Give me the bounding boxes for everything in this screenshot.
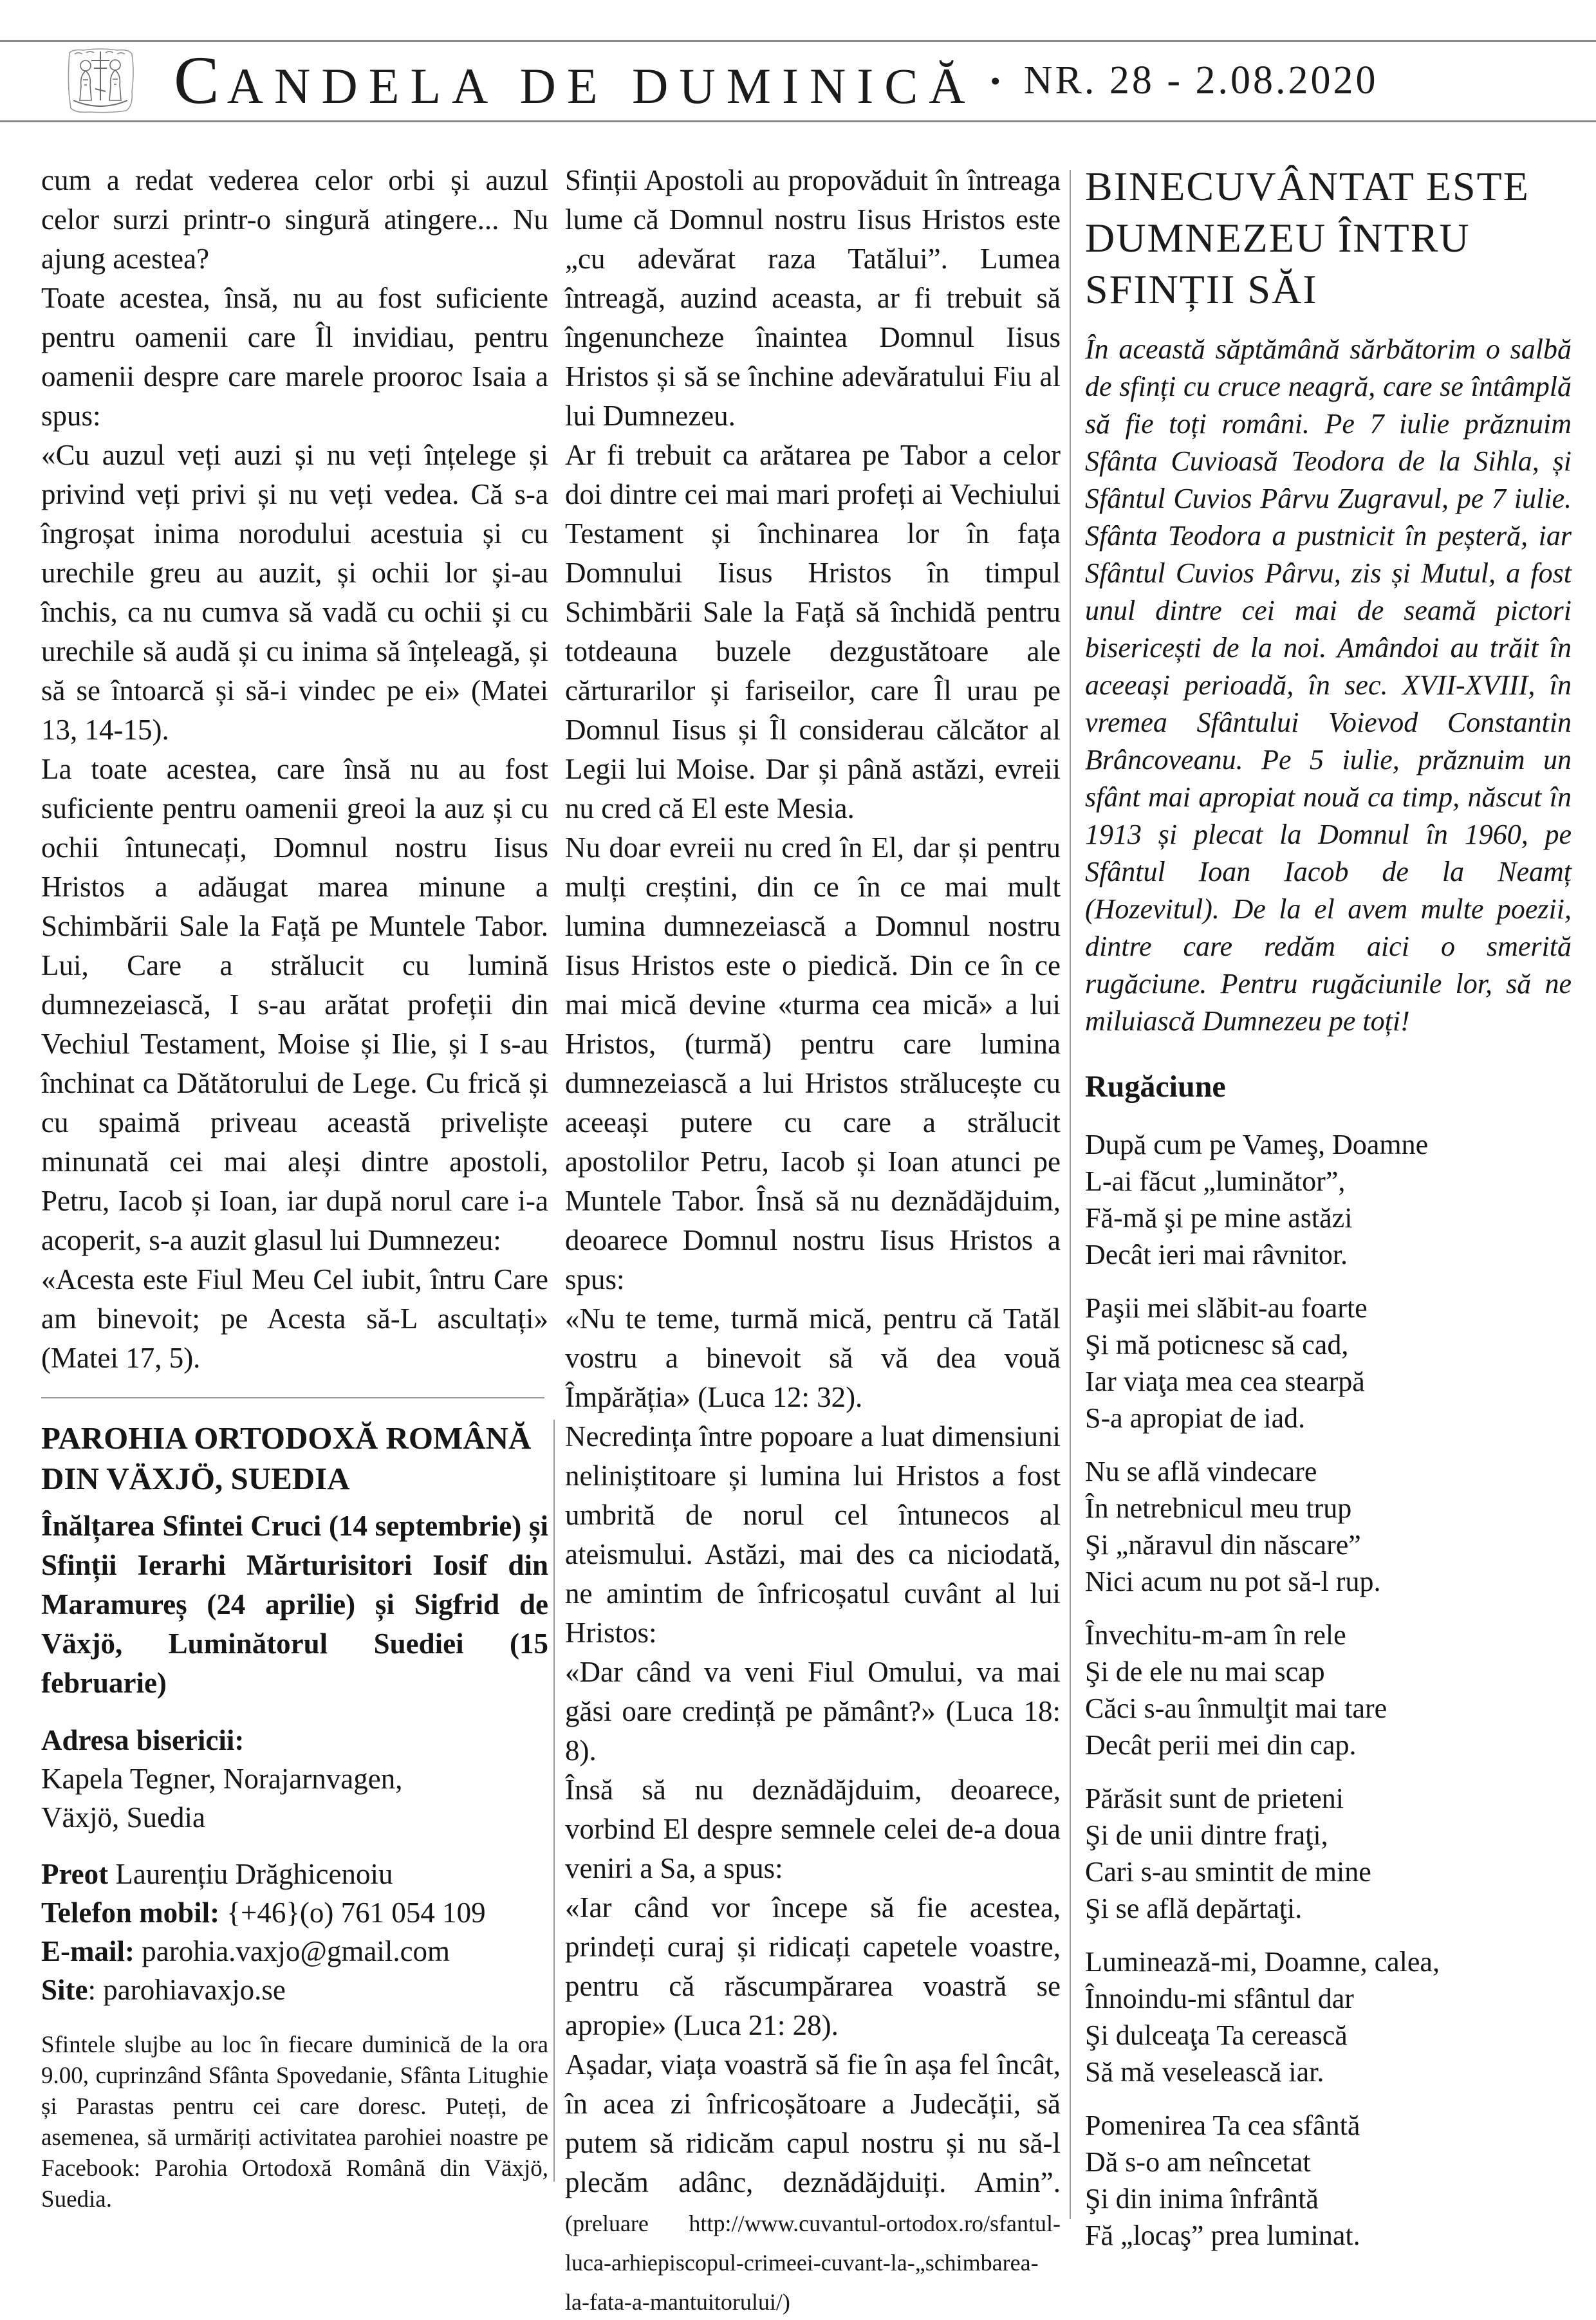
column-2 xyxy=(565,161,1061,2320)
priest-line xyxy=(41,1855,548,1893)
phone-label: Telefon mobil: xyxy=(41,1897,220,1929)
poem-line: S-a apropiat de iad. xyxy=(1085,1402,1306,1434)
article-paragraph: «Nu te teme, turmă mică, pentru că Tatăl vostru a binevoit să vă dea vouă Împărăția» (Luca 12: 32). xyxy=(565,1303,1061,1413)
poem-line: Dă s-o am neîncetat xyxy=(1085,2146,1311,2178)
article-paragraph-text: Așadar, viața voastră să fie în așa fel încât, în acea zi înfricoșătoare a Judecății, să putem să ridicăm capul nostru și nu să-l plecăm adânc, deznădăjduiți. Amin”. xyxy=(565,2048,1061,2198)
poem-line: Luminează-mi, Doamne, calea, xyxy=(1085,1946,1440,1978)
poem-stanza xyxy=(1085,1290,1572,1436)
email-label: E-mail: xyxy=(41,1935,135,1967)
article-heading-line: DUMNEZEU ÎNTRU xyxy=(1085,215,1471,261)
address-line: Kapela Tegner, Norajarnvagen, xyxy=(41,1763,403,1795)
poem-stanza xyxy=(1085,1617,1572,1763)
poem-line: Cari s-au smintit de mine xyxy=(1085,1856,1371,1888)
masthead-title-initial: C xyxy=(174,42,227,118)
poem-line: Şi de unii dintre fraţi, xyxy=(1085,1819,1328,1851)
section-divider-rule xyxy=(41,1397,544,1398)
poem-line: Şi de ele nu mai scap xyxy=(1085,1656,1325,1687)
poem-stanza xyxy=(1085,1453,1572,1600)
article-paragraph: «Iar când vor începe să fie acestea, prindeți curaj și ridicați capetele voastre, pentru că răscumpărarea voastră se apropie» (Luca 21: 28). xyxy=(565,1891,1061,2041)
article-heading xyxy=(1085,161,1572,315)
phone-line xyxy=(41,1893,548,1932)
poem-line: Şi dulceaţa Ta cerească xyxy=(1085,2019,1348,2051)
prayer-heading: Rugăciune xyxy=(1085,1070,1226,1104)
email-line xyxy=(41,1932,548,1971)
saints-cross-engraving-icon xyxy=(64,46,136,115)
poem-line: Fă-mă şi pe mine astăzi xyxy=(1085,1202,1353,1234)
services-note: Sfintele slujbe au loc în fiecare duminică de la ora 9.00, cuprinzând Sfânta Spovedanie, Sfânta Litughie și Parastas pentru cei care doresc. Puteți, de asemenea, să urmăriți activitatea parohiei noastre pe Facebook: Parohia Ortodoxă Română din Växjö, Suedia. xyxy=(41,2032,548,2213)
poem-line: Şi se află depărtaţi. xyxy=(1085,1893,1303,1924)
masthead-title xyxy=(174,41,976,120)
poem-line: Şi „năravul din născare” xyxy=(1085,1529,1361,1561)
poem-stanza xyxy=(1085,1944,1572,2090)
masthead xyxy=(64,42,1557,118)
poem-line: Să mă veselească iar. xyxy=(1085,2056,1324,2088)
article-paragraph xyxy=(565,2045,1061,2320)
site-value: : parohiavaxjo.se xyxy=(88,1974,286,2006)
article-paragraph: Ar fi trebuit ca arătarea pe Tabor a celor doi dintre cei mai mari profeți ai Vechiului Testament și închinarea lor în fața Domnului Iisus Hristos în timpul Schimbării Sale la Față să închidă pentru totdeauna buzele dezgustătoare ale cărturarilor și fariseilor, care Îl urau pe Domnul Iisus și Îl considerau călcător al Legii lui Moise. Dar și până astăzi, evreii nu cred că El este Mesia. xyxy=(565,439,1061,824)
masthead-bottom-rule xyxy=(0,120,1596,122)
column-divider-2 xyxy=(1070,170,1071,2219)
parish-address-block xyxy=(41,1721,548,1837)
article-heading-line: BINECUVÂNTAT ESTE xyxy=(1085,163,1530,209)
article-paragraph: Nu doar evreii nu cred în El, dar și pentru mulți creștini, din ce în ce mai mult lumina dumnezeiască a Domnul nostru Iisus Hristos este o piedică. Din ce în ce mai mică devine «turma cea mică» a lui Hristos, (turmă) pentru care lumina dumnezeiască a lui Hristos strălucește cu aceeași putere cu care a strălucit apostolilor Petru, Iacob și Ioan atunci pe Muntele Tabor. Însă să nu deznădăjduim, deoarece Domnul nostru Iisus Hristos a spus: xyxy=(565,831,1061,1295)
address-line: Växjö, Suedia xyxy=(41,1801,205,1833)
source-credit: (preluare http://www.cuvantul-ortodox.ro/sfantul-luca-arhiepiscopul-crimeei-cuvant-la-„schimbarea-la-fata-a-mantuitorului/) xyxy=(565,2211,1061,2315)
poem-line: După cum pe Vameş, Doamne xyxy=(1085,1129,1429,1160)
article-paragraph: Toate acestea, însă, nu au fost suficiente pentru oamenii care Îl invidiau, pentru oamenii despre care marele prooroc Isaia a spus: xyxy=(41,282,548,432)
parish-feasts: Înălțarea Sfintei Cruci (14 septembrie) și Sfinții Ierarhi Mărturisitori Iosif din Maramureș (24 aprilie) și Sigfrid de Växjö, Luminătorul Suediei (15 februarie) xyxy=(41,1510,548,1699)
masthead-bullet: • xyxy=(990,64,1001,97)
email-value: parohia.vaxjo@gmail.com xyxy=(134,1935,450,1967)
poem-line: Decât ieri mai râvnitor. xyxy=(1085,1239,1348,1270)
priest-name: Laurențiu Drăghicenoiu xyxy=(108,1858,393,1890)
poem-line: Paşii mei slăbit-au foarte xyxy=(1085,1292,1368,1324)
poem-line: Fă „locaş” prea luminat. xyxy=(1085,2220,1360,2251)
article-paragraph: Sfinții Apostoli au propovăduit în întreaga lume că Domnul nostru Iisus Hristos este „cu adevărat raza Tatălui”. Lumea întreagă, auzind aceasta, ar fi trebuit să îngenuncheze înaintea Domnul Iisus Hristos și să se închine adevăratului Fiu al lui Dumnezeu. xyxy=(565,164,1061,432)
poem-line: Decât perii mei din cap. xyxy=(1085,1729,1357,1761)
poem-line: Pomenirea Ta cea sfântă xyxy=(1085,2110,1360,2141)
article-intro: În această săptămână sărbătorim o salbă de sfinți cu cruce neagră, care se întâmplă să fie toți români. Pe 7 iulie prăznuim Sfânta Cuvioasă Teodora de la Sihla, și Sfântul Cuvios Pârvu Zugravul, pe 7 iulie. Sfânta Teodora a pustnicit în peșteră, iar Sfântul Cuvios Pârvu, zis și Mutul, a fost unul dintre cei mai de seamă pictori bisericești de la noi. Amândoi au trăit în aceeași perioadă, în sec. XVII-XVIII, în vremea Sfântului Voievod Constantin Brâncoveanu. Pe 5 iulie, prăznuim un sfânt mai apropiat nouă ca timp, născut în 1913 și plecat la Domnul în 1960, pe Sfântul Ioan Iacob de la Neamț (Hozevitul). De la el avem multe poezii, dintre care redăm aici o smerită rugăciune. Pentru rugăciunile lor, să ne miluiască Dumnezeu pe toți! xyxy=(1085,333,1572,1037)
site-line xyxy=(41,1971,548,2009)
masthead-title-rest: ANDELA DE DUMINICĂ xyxy=(227,58,976,114)
address-label: Adresa bisericii: xyxy=(41,1724,245,1756)
poem-line: Învechitu-m-am în rele xyxy=(1085,1619,1346,1651)
poem-stanza xyxy=(1085,1780,1572,1927)
article-paragraph: Însă să nu deznădăjduim, deoarece, vorbind El despre semnele celei de-a doua veniri a Sa, a spus: xyxy=(565,1774,1061,1884)
poem-line: Căci s-au înmulţit mai tare xyxy=(1085,1693,1387,1724)
poem-line: Înnoindu-mi sfântul dar xyxy=(1085,1983,1354,2014)
column-1 xyxy=(41,161,548,2215)
column-3 xyxy=(1085,161,1572,2254)
phone-value: {+46}(o) 761 054 109 xyxy=(219,1897,486,1929)
priest-label: Preot xyxy=(41,1858,109,1890)
poem-line: Părăsit sunt de prieteni xyxy=(1085,1783,1344,1814)
article-paragraph: «Acesta este Fiul Meu Cel iubit, întru Care am binevoit; pe Acesta să-L ascultați» (Matei 17, 5). xyxy=(41,1263,548,1374)
poem-stanza xyxy=(1085,2107,1572,2254)
poem-line: În netrebnicul meu trup xyxy=(1085,1492,1352,1524)
poem-line: Iar viaţa mea cea stearpă xyxy=(1085,1366,1365,1397)
issue-number: NR. 28 - 2.08.2020 xyxy=(1023,58,1378,102)
article-paragraph: La toate acestea, care însă nu au fost suficiente pentru oamenii greoi la auz și cu ochii întunecați, Domnul nostru Iisus Hristos a adăugat marea minune a Schimbării Sale la Față pe Muntele Tabor. Lui, Care a strălucit cu lumină dumnezeiască, I s-au arătat profeții din Vechiul Testament, Moise și Ilie, și I s-au închinat ca Dătătorului de Lege. Cu frică și cu spaimă priveau această priveliște minunată cei mai aleși dintre apostoli, Petru, Iacob și Ioan, iar după norul care i-a acoperit, s-a auzit glasul lui Dumnezeu: xyxy=(41,753,548,1256)
parish-section-heading: PAROHIA ORTODOXĂ ROMÂNĂ DIN VÄXJÖ, SUEDIA xyxy=(41,1420,532,1496)
article-paragraph: «Dar când va veni Fiul Omului, va mai găsi oare credință pe pământ?» (Luca 18: 8). xyxy=(565,1656,1061,1767)
article-paragraph: cum a redat vederea celor orbi și auzul celor surzi printr-o singură atingere... Nu ajung acestea? xyxy=(41,164,548,275)
article-paragraph: Necredința între popoare a luat dimensiuni neliniștitoare și lumina lui Hristos a fost umbrită de norul cel întunecos al ateismului. Astăzi, mai des ca niciodată, ne amintim de înfricoșatul cuvânt al lui Hristos: xyxy=(565,1420,1061,1649)
poem-line: Nici acum nu pot să-l rup. xyxy=(1085,1566,1381,1597)
poem-line: Nu se află vindecare xyxy=(1085,1456,1317,1487)
poem-line: L-ai făcut „luminător”, xyxy=(1085,1165,1346,1197)
column-divider-1 xyxy=(553,1420,555,2182)
poem-stanza xyxy=(1085,1126,1572,1273)
article-heading-line: SFINȚII SĂI xyxy=(1085,266,1318,312)
parish-contact-block xyxy=(41,1855,548,2009)
article-paragraph: «Cu auzul veți auzi și nu veți înțelege și privind veți privi și nu veți vedea. Că s-a îngroșat inima norodului acestuia și cu urechile greu au auzit, și ochii lor și-au închis, ca nu cumva să vadă cu ochii și cu urechile să audă și cu inima să înțeleagă, și să se întoarcă și să-i vindec pe ei» (Matei 13, 14-15). xyxy=(41,439,548,746)
poem-line: Şi din inima înfrântă xyxy=(1085,2183,1319,2214)
poem-line: Şi mă poticnesc să cad, xyxy=(1085,1329,1349,1360)
site-label: Site xyxy=(41,1974,88,2006)
